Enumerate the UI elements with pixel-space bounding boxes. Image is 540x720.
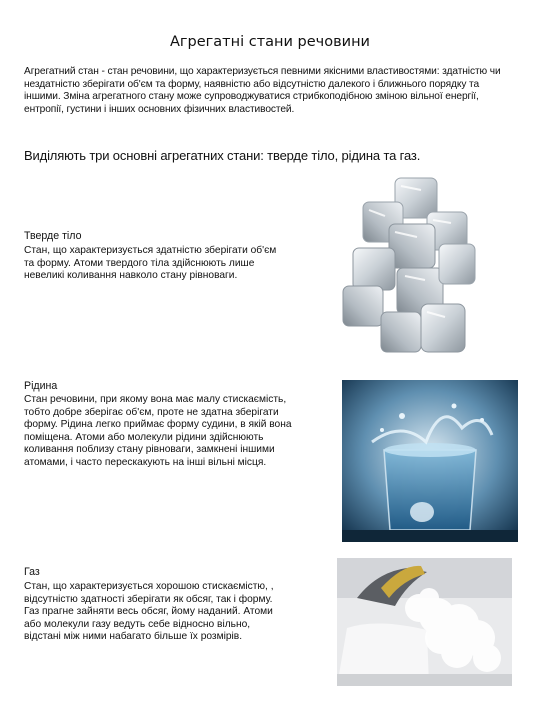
liquid-text: Стан речовини, при якому вона має малу стискаємість, тобто добре зберігає об'єм, проте не здатна зберігати форму. Рідина легко приймає форму судини, в якій вона поміщена. Атоми або молекули рідини здійснюють коливання поблизу стану рівноваги, замкнені іншими атомами, і часто перескакують на інші вільні місця. [24,394,292,468]
steam-iron-image [337,558,512,686]
solid-title: Тверде тіло [24,230,82,242]
gas-title: Газ [24,566,40,578]
water-glass-image [342,380,518,542]
page-title: Агрегатні стани речовини [170,34,370,50]
ice-cubes-image [335,172,485,372]
liquid-title: Рідина [24,380,58,392]
states-summary: Виділяють три основні агрегатних стани: тверде тіло, рідина та газ. [24,148,421,163]
intro-paragraph: Агрегатний стан - стан речовини, що характеризується певними якісними властивостями: здатністю чи нездатністю зберігати об'єм та форму, наявністю або відсутністю далекого і ближнього порядку та іншими. Зміна агрегатного стану може супроводжуватися стрибкоподібною зміною вільної енергії, ентропії, густини і інших основних фізичних властивостей. [24,66,501,115]
solid-text: Стан, що характеризується здатністю зберігати об'єм та форму. Атоми твердого тіла здійснюють лише невеликі коливання навколо стану рівноваги. [24,245,277,282]
gas-text: Стан, що характеризується хорошою стискаємістю, , відсутністю здатності зберігати як обсяг, так і форму. Газ прагне зайняти весь обсяг, йому наданий. Атоми або молекули газу ведуть себе відносно вільно, відстані між ними набагато більше їх розмірів. [24,581,274,643]
